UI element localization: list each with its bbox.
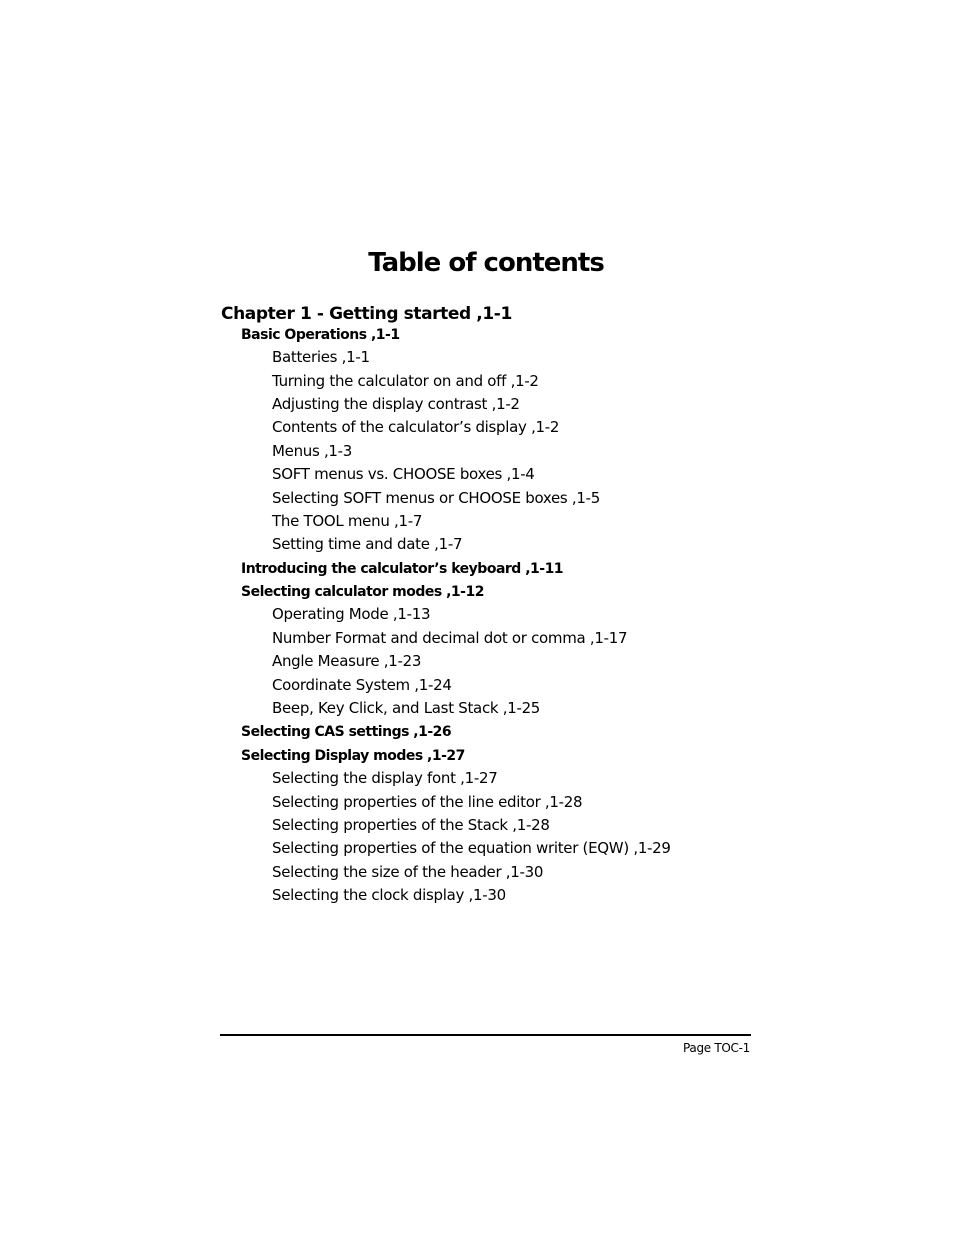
toc-section-entry[interactable]: Selecting Display modes ,1-27 [241,748,465,764]
toc-subsection-entry[interactable]: Selecting SOFT menus or CHOOSE boxes ,1-5 [272,489,600,507]
toc-subsection-entry[interactable]: SOFT menus vs. CHOOSE boxes ,1-4 [272,465,535,483]
toc-subsection-entry[interactable]: Menus ,1-3 [272,442,353,460]
footer-divider [220,1034,751,1036]
toc-section-entry[interactable]: Introducing the calculator’s keyboard ,1-11 [241,561,564,577]
toc-subsection-entry[interactable]: Turning the calculator on and off ,1-2 [272,372,539,390]
toc-subsection-entry[interactable]: Operating Mode ,1-13 [272,605,431,623]
toc-subsection-entry[interactable]: Batteries ,1-1 [272,348,370,366]
toc-chapter-entry[interactable]: Chapter 1 - Getting started ,1-1 [221,304,512,324]
toc-subsection-entry[interactable]: Selecting properties of the equation writer (EQW) ,1-29 [272,839,671,857]
toc-subsection-entry[interactable]: Setting time and date ,1-7 [272,535,463,553]
toc-subsection-entry[interactable]: Contents of the calculator’s display ,1-2 [272,418,560,436]
page-title: Table of contents [368,248,604,278]
toc-subsection-entry[interactable]: Selecting properties of the Stack ,1-28 [272,816,550,834]
toc-section-entry[interactable]: Selecting calculator modes ,1-12 [241,584,484,600]
toc-subsection-entry[interactable]: Selecting the clock display ,1-30 [272,886,506,904]
toc-subsection-entry[interactable]: Angle Measure ,1-23 [272,652,422,670]
page-number: Page TOC-1 [683,1041,750,1055]
toc-subsection-entry[interactable]: Number Format and decimal dot or comma ,1-17 [272,629,628,647]
toc-subsection-entry[interactable]: Adjusting the display contrast ,1-2 [272,395,520,413]
toc-subsection-entry[interactable]: Coordinate System ,1-24 [272,676,452,694]
toc-section-entry[interactable]: Selecting CAS settings ,1-26 [241,724,452,740]
toc-subsection-entry[interactable]: Beep, Key Click, and Last Stack ,1-25 [272,699,541,717]
toc-subsection-entry[interactable]: The TOOL menu ,1-7 [272,512,423,530]
toc-subsection-entry[interactable]: Selecting the size of the header ,1-30 [272,863,544,881]
toc-subsection-entry[interactable]: Selecting the display font ,1-27 [272,769,498,787]
toc-section-entry[interactable]: Basic Operations ,1-1 [241,327,400,343]
toc-subsection-entry[interactable]: Selecting properties of the line editor ,1-28 [272,793,583,811]
